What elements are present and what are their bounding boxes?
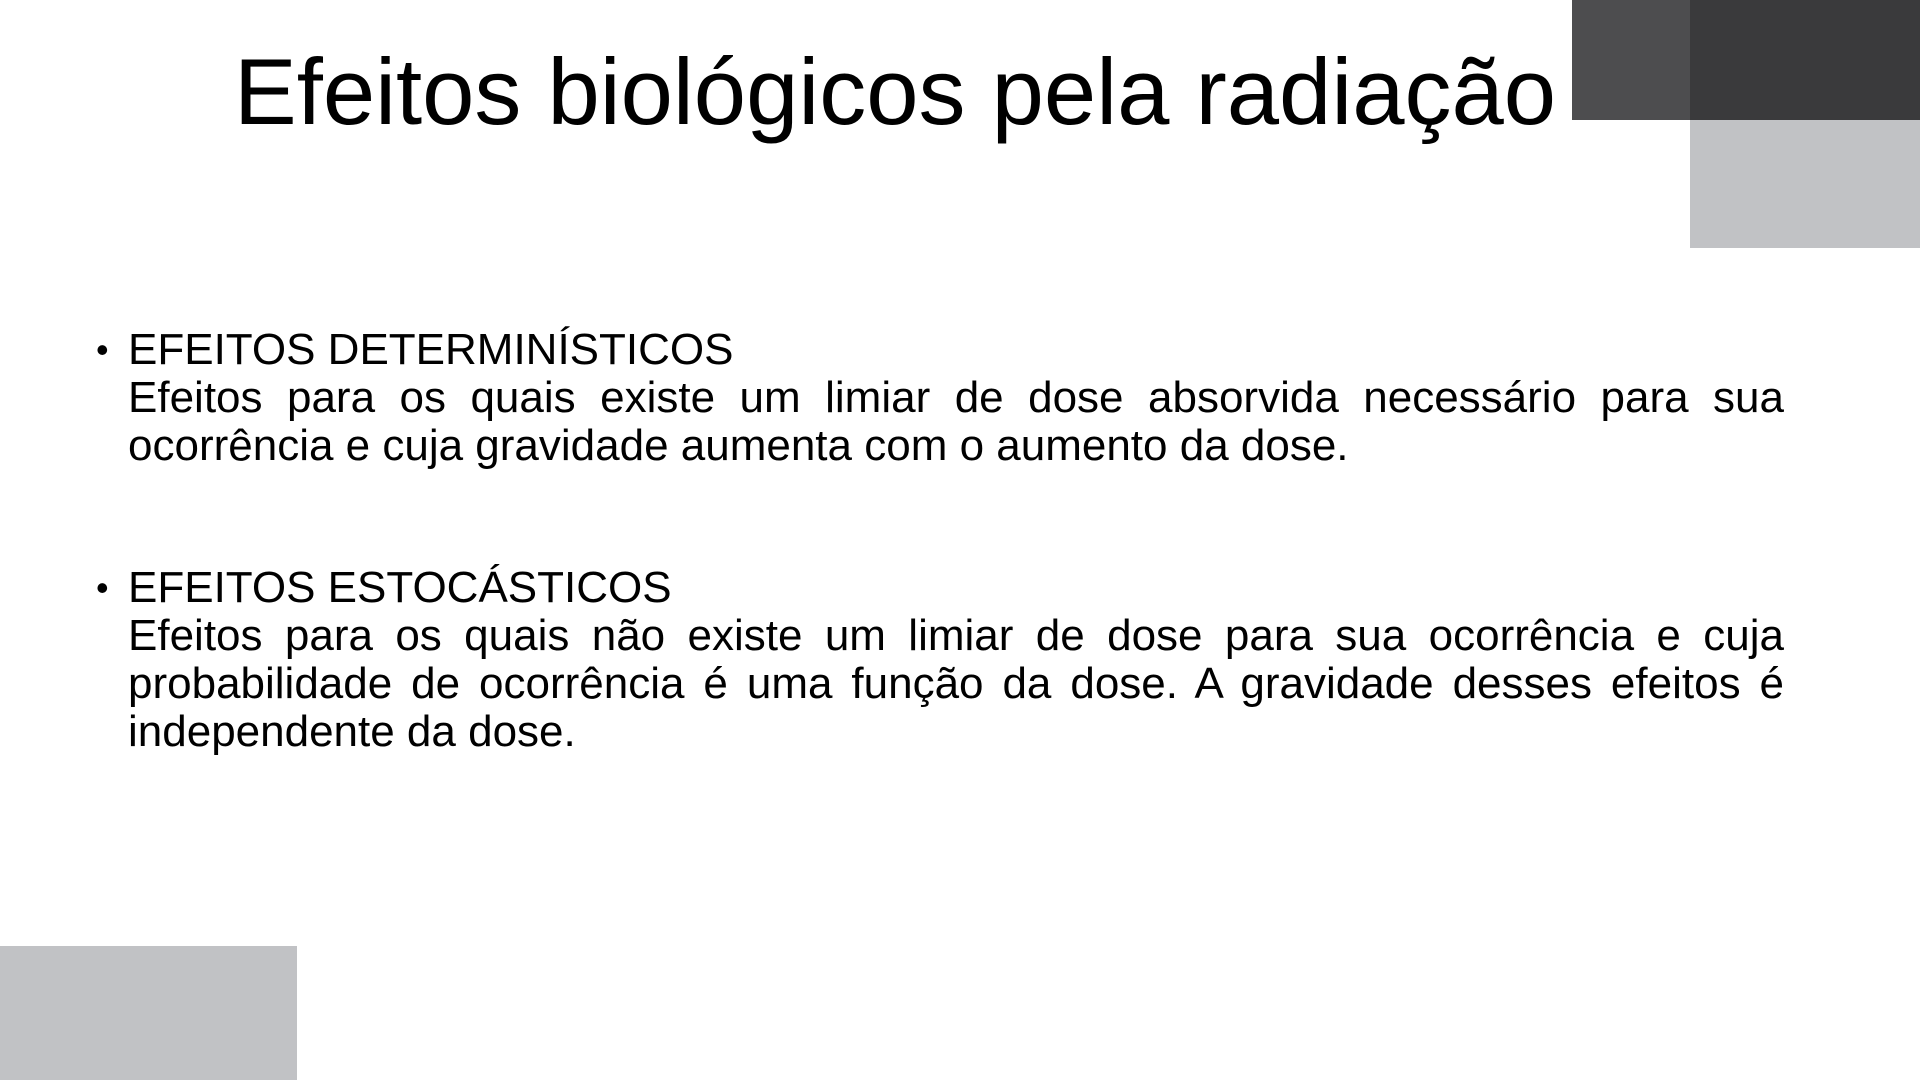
decorative-block-top-mid	[1572, 0, 1690, 120]
bullet-body: Efeitos para os quais não existe um limiar de dose para sua ocorrência e cuja probabilidade de ocorrência é uma função da dose. A gravidade desses efeitos é independente da dose.	[128, 611, 1784, 756]
decorative-block-bottom-left	[0, 946, 297, 1080]
bullet-heading: EFEITOS DETERMINÍSTICOS	[128, 325, 734, 374]
decorative-block-top-right	[1690, 0, 1920, 120]
bullet-dot-icon: •	[96, 567, 109, 608]
bullet-item-deterministic	[96, 326, 1784, 470]
bullet-list	[96, 326, 1784, 756]
decorative-block-right-light	[1690, 120, 1920, 248]
bullet-dot-icon: •	[96, 329, 109, 370]
bullet-item-stochastic	[96, 564, 1784, 756]
slide-title: Efeitos biológicos pela radiação	[234, 39, 1557, 144]
bullet-body: Efeitos para os quais existe um limiar de dose absorvida necessário para sua ocorrência e cuja gravidade aumenta com o aumento da dose.	[128, 373, 1784, 470]
bullet-heading: EFEITOS ESTOCÁSTICOS	[128, 563, 672, 612]
